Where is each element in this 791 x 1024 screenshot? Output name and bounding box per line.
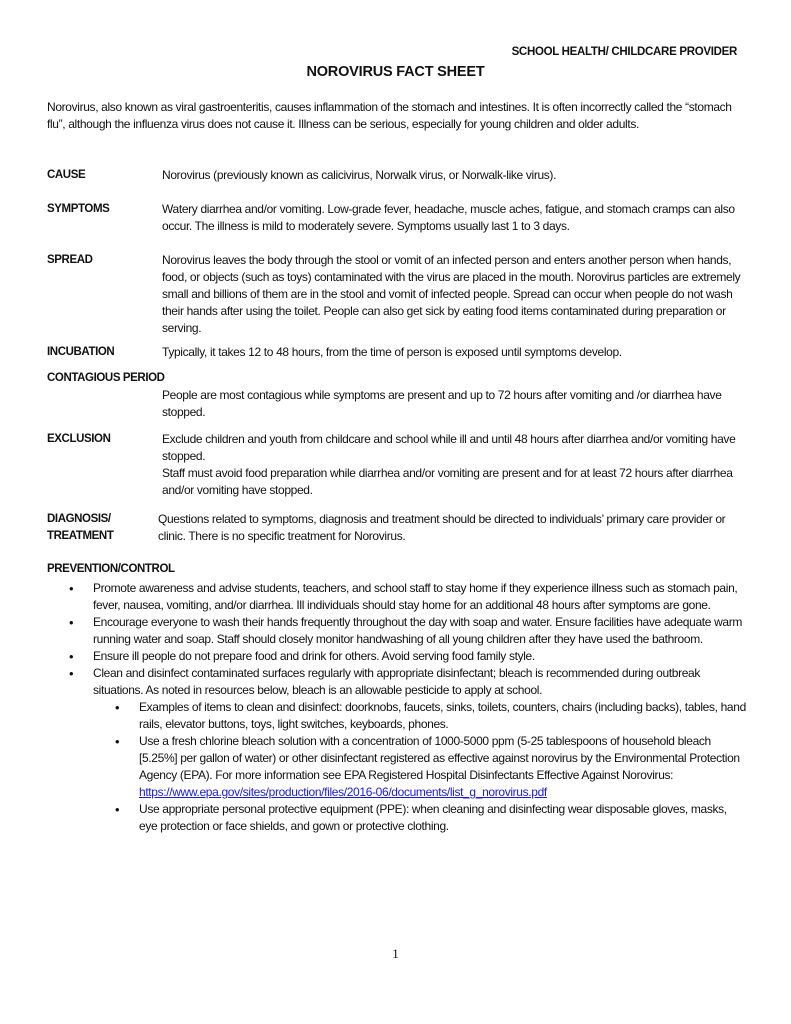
section-text: People are most contagious while symptoms are present and up to 72 hours after vomiting and /or diarrhea have stopped. <box>162 388 722 419</box>
list-item: • Ensure ill people do not prepare food and drink for others. Avoid serving food family style. <box>47 648 747 665</box>
list-item-text: Clean and disinfect contaminated surfaces regularly with appropriate disinfectant; bleach is recommended during outbreak situations. As noted in resources below, bleach is an allowable pesticide to apply at school. <box>93 666 701 697</box>
section-diagnosis-treatment <box>47 511 747 545</box>
section-text: Norovirus leaves the body through the stool or vomit of an infected person and enters another person when hands, food, or objects (such as toys) contaminated with the virus are placed in the mouth. Norovirus particles are extremely small and billions of them are in the stool and vomit of infected people. Spread can occur when people do not wash their hands after using the toilet. People can also get sick by eating food items contaminated during preparation or serving. <box>162 253 741 335</box>
sub-list-item: • Examples of items to clean and disinfect: doorknobs, faucets, sinks, toilets, counters, chairs (including backs), tables, hand rails, elevator buttons, toys, light switches, keyboards, phones. <box>47 699 747 733</box>
section-text: Watery diarrhea and/or vomiting. Low-grade fever, headache, muscle aches, fatigue, and stomach cramps can also occur. The illness is mild to moderately severe. Symptoms usually last 1 to 3 days. <box>162 202 735 233</box>
page-title: NOROVIRUS FACT SHEET <box>306 64 485 80</box>
section-contagious-period <box>47 370 747 421</box>
section-label: SPREAD <box>47 254 93 266</box>
prevention-heading: PREVENTION/CONTROL <box>47 563 175 575</box>
list-item: • Encourage everyone to wash their hands frequently throughout the day with soap and water. Ensure facilities have adequate warm running water and soap. Staff should closely monitor handwashing of all young children after they have used the bathroom. <box>47 614 747 648</box>
section-incubation <box>47 344 747 361</box>
sub-list <box>93 699 747 835</box>
list-item <box>47 665 747 835</box>
epa-norovirus-link[interactable]: https://www.epa.gov/sites/production/files/2016-06/documents/list_g_norovirus.pdf <box>139 785 547 799</box>
audience-header: SCHOOL HEALTH/ CHILDCARE PROVIDER <box>511 46 737 58</box>
exclusion-children-text: Exclude children and youth from childcare and school while ill and until 48 hours after diarrhea and/or vomiting have stopped. <box>162 432 736 463</box>
section-label: INCUBATION <box>47 346 115 358</box>
section-label: EXCLUSION <box>47 433 111 445</box>
section-cause <box>47 167 747 184</box>
label-line: DIAGNOSIS/ <box>47 513 111 525</box>
intro-paragraph: Norovirus, also known as viral gastroenteritis, causes inflammation of the stomach and intestines. It is often incorrectly called the “stomach flu”, although the influenza virus does not cause it. Illness can be serious, especially for young children and older adults. <box>47 100 732 131</box>
section-text: Questions related to symptoms, diagnosis and treatment should be directed to individuals’ primary care provider or clinic. There is no specific treatment for Norovirus. <box>158 512 726 543</box>
label-line: TREATMENT <box>47 530 114 542</box>
list-item: • Promote awareness and advise students, teachers, and school staff to stay home if they experience illness such as stomach pain, fever, nausea, vomiting, and/or diarrhea. Ill individuals should stay home for an additional 48 hours after symptoms are gone. <box>47 580 747 614</box>
section-symptoms <box>47 201 747 235</box>
section-text: Norovirus (previously known as calicivirus, Norwalk virus, or Norwalk-like virus). <box>162 168 557 182</box>
section-exclusion <box>47 431 747 499</box>
sub-list-item-text: Use a fresh chlorine bleach solution with a concentration of 1000-5000 ppm (5-25 tablespoons of household bleach [5.25%] per gallon of water) or other disinfectant registered as effective against norovirus by the Environmental Protection Agency (EPA). For more information see EPA Registered Hospital Disinfectants Effective Against Norovirus: <box>139 734 740 782</box>
section-text: Typically, it takes 12 to 48 hours, from the time of person is exposed until symptoms develop. <box>162 345 622 359</box>
section-spread <box>47 252 747 337</box>
section-label <box>47 511 113 545</box>
sub-list-item <box>47 733 747 801</box>
exclusion-staff-text: Staff must avoid food preparation while diarrhea and/or vomiting are present and for at least 72 hours after diarrhea and/or vomiting have stopped. <box>162 466 733 497</box>
section-label: CONTAGIOUS PERIOD <box>47 372 165 384</box>
sub-list-item: • Use appropriate personal protective equipment (PPE): when cleaning and disinfecting wear disposable gloves, masks, eye protection or face shields, and gown or protective clothing. <box>47 801 747 835</box>
prevention-list <box>47 580 747 835</box>
page-number: 1 <box>392 946 399 961</box>
section-label: CAUSE <box>47 169 86 181</box>
section-label: SYMPTOMS <box>47 203 110 215</box>
